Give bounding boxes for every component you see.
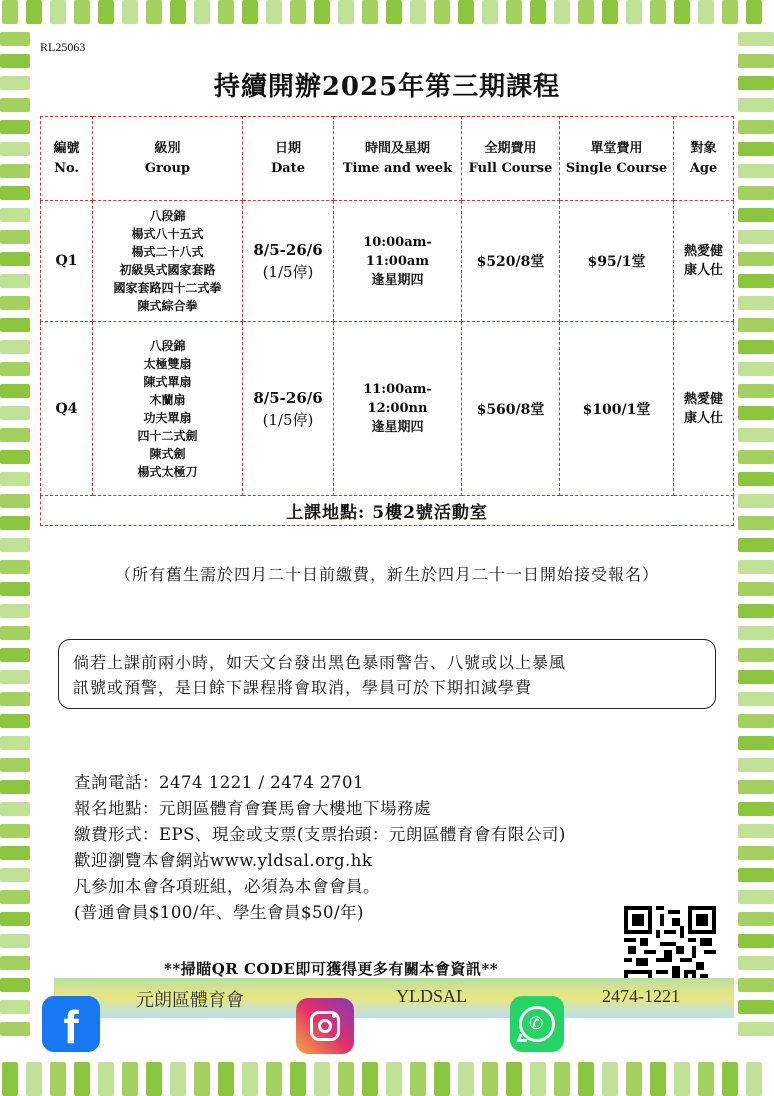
header-group: 級別 Group [93,117,243,201]
border-bar [722,0,738,24]
border-bar [530,1062,546,1096]
border-bar [0,890,30,904]
header-no: 編號 No. [41,117,93,201]
border-bar [506,0,522,24]
border-bar [98,1062,114,1096]
border-bar [0,142,30,156]
border-bar [0,560,30,574]
border-bar [738,76,774,90]
border-bar [2,1062,18,1096]
border-bar [738,890,774,904]
border-bar [50,1062,66,1096]
border-bar [0,934,30,948]
weather-warning-box [58,639,716,709]
border-bar [738,142,774,156]
border-bar [458,1062,474,1096]
border-bar [0,736,30,750]
border-bar [0,670,30,684]
border-bar [738,934,774,948]
venue-row [41,496,734,526]
border-bar [0,648,30,662]
border-bar [0,868,30,882]
course-no: Q4 [41,322,93,496]
page-title: 持續開辦2025年第三期課程 [213,72,561,102]
border-bar [738,824,774,838]
border-bar [0,54,30,68]
border-bar [738,648,774,662]
border-bar [0,186,30,200]
border-bar [738,54,774,68]
border-bar [290,0,306,24]
border-bar [738,186,774,200]
class-venue: 上課地點: 5樓2號活動室 [41,496,734,526]
single-course-fee: $100/1堂 [560,322,674,496]
border-bar [170,0,186,24]
border-bar [722,1062,738,1096]
border-bar [0,516,30,530]
border-bar [314,1062,330,1096]
border-bar [0,978,30,992]
border-bar [0,626,30,640]
border-bar [738,516,774,530]
border-bar [738,362,774,376]
border-bar [506,1062,522,1096]
border-bar [0,164,30,178]
border-bar [458,0,474,24]
border-bar [626,1062,642,1096]
border-bar [0,824,30,838]
border-bar [578,1062,594,1096]
border-bar [738,670,774,684]
contact-info [74,770,566,926]
border-bar [74,1062,90,1096]
border-bar [738,912,774,926]
border-bar [362,1062,378,1096]
border-bar [410,1062,426,1096]
border-bar [738,384,774,398]
border-bar [266,0,282,24]
border-bar [50,0,66,24]
border-bar [194,1062,210,1096]
border-bar [0,340,30,354]
border-bar [738,428,774,442]
single-course-fee: $95/1堂 [560,201,674,322]
border-bar [738,604,774,618]
border-bar [0,472,30,486]
border-bar [386,1062,402,1096]
border-bar [0,494,30,508]
border-bar [0,406,30,420]
border-bar [0,384,30,398]
border-bar [0,692,30,706]
border-bar [26,1062,42,1096]
border-bar [0,252,30,266]
border-bar [0,714,30,728]
border-bar [738,1022,774,1036]
border-bar [738,274,774,288]
border-bar [746,0,762,24]
border-bar [738,780,774,794]
border-bar [0,296,30,310]
border-bar [738,340,774,354]
border-bar [0,582,30,596]
border-bar [738,692,774,706]
course-groups: 八段錦 太極雙扇 陳式單扇 木蘭扇 功夫單扇 四十二式劍 陳式劍 楊式太極刀 [93,322,243,496]
course-groups: 八段錦 楊式八十五式 楊式二十八式 初級吳式國家套路 國家套路四十二式拳 陳式綜合拳 [93,201,243,322]
border-bar [738,582,774,596]
border-bar [218,0,234,24]
border-bar [194,0,210,24]
border-bar [0,604,30,618]
course-time: 11:00am-12:00nn 逢星期四 [334,322,462,496]
header-date: 日期 Date [243,117,334,201]
course-age: 熱愛健 康人仕 [674,322,734,496]
border-bar [738,978,774,992]
border-bar [746,1062,762,1096]
table-row [41,322,734,496]
border-bar [26,0,42,24]
border-bar [386,0,402,24]
border-bar [170,1062,186,1096]
border-bar [738,1000,774,1014]
border-bar [434,0,450,24]
border-bar [674,0,690,24]
border-bar [0,318,30,332]
border-bar [338,1062,354,1096]
full-course-fee: $560/8堂 [462,322,560,496]
border-bar [314,0,330,24]
header-single-fee: 單堂費用 Single Course [560,117,674,201]
border-bar [738,758,774,772]
border-bar [0,846,30,860]
border-bar [122,1062,138,1096]
border-bar [738,32,774,46]
border-bar [738,98,774,112]
border-bar [0,230,30,244]
border-bar [674,1062,690,1096]
border-bar [0,1022,30,1036]
border-bar [0,802,30,816]
border-bar [122,0,138,24]
border-bar [0,780,30,794]
border-bar [482,0,498,24]
border-bar [650,1062,666,1096]
border-bar [0,758,30,772]
table-header-row [41,117,734,201]
whatsapp-number[interactable]: 2474-1221 [602,986,680,1006]
border-bar [410,0,426,24]
border-bar [0,428,30,442]
instagram-icon[interactable] [296,998,354,1054]
border-bar [362,0,378,24]
border-bar [738,296,774,310]
border-bar [0,98,30,112]
registration-notice: （所有舊生需於四月二十日前繳費，新生於四月二十一日開始接受報名） [114,565,659,584]
course-time: 10:00am-11:00am 逢星期四 [334,201,462,322]
border-bar [146,1062,162,1096]
border-bar [602,0,618,24]
flyer [40,36,734,1046]
warning-line: 訊號或預警，是日餘下課程將會取消，學員可於下期扣減學費 [73,678,533,697]
border-bar [738,494,774,508]
border-bar [698,0,714,24]
border-bar [578,0,594,24]
border-bar [266,1062,282,1096]
border-bar [650,0,666,24]
border-bar [738,868,774,882]
border-bar [554,0,570,24]
border-bar [242,0,258,24]
border-bar [0,912,30,926]
border-bar [434,1062,450,1096]
table-row [41,201,734,322]
course-table [40,116,734,526]
border-bar [738,450,774,464]
border-bar [242,1062,258,1096]
border-bar [0,1000,30,1014]
border-bar [74,0,90,24]
border-bar [554,1062,570,1096]
border-bar [738,120,774,134]
header-full-fee: 全期費用 Full Course [462,117,560,201]
border-bar [0,120,30,134]
qr-caption: **掃瞄QR CODE即可獲得更多有關本會資訊** [164,960,499,978]
info-line-location: 報名地點：元朗區體育會賽馬會大樓地下場務處 [74,799,431,818]
warning-line: 倘若上課前兩小時，如天文台發出黑色暴雨警告、八號或以上暴風 [73,653,567,672]
border-bar [0,32,30,46]
info-line-phone: 查詢電話：2474 1221 / 2474 2701 [74,773,365,792]
border-bar [482,1062,498,1096]
course-no: Q1 [41,201,93,322]
border-bar [738,956,774,970]
border-bar [602,1062,618,1096]
border-bar [738,802,774,816]
border-bar [738,406,774,420]
info-line-fees: (普通會員$100/年、學生會員$50/年) [74,903,364,922]
border-bar [738,736,774,750]
border-bar [626,0,642,24]
border-bar [0,274,30,288]
document-code: RL25063 [40,40,86,54]
border-bar [738,230,774,244]
facebook-page-name[interactable]: 元朗區體育會 [136,990,244,1010]
instagram-account-name[interactable]: YLDSAL [396,986,467,1006]
full-course-fee: $520/8堂 [462,201,560,322]
border-bar [0,538,30,552]
border-bar [0,450,30,464]
border-bar [738,208,774,222]
border-bar [0,76,30,90]
border-bar [530,0,546,24]
border-bar [738,252,774,266]
border-bar [738,560,774,574]
whatsapp-icon[interactable]: ✆ [510,996,564,1052]
info-line-payment: 繳費形式：EPS、現金或支票(支票抬頭：元朗區體育會有限公司) [74,825,566,844]
border-bar [738,538,774,552]
border-bar [738,846,774,860]
border-bar [698,1062,714,1096]
border-bar [738,714,774,728]
header-age: 對象 Age [674,117,734,201]
course-date: 8/5-26/6 (1/5停) [243,201,334,322]
border-bar [738,472,774,486]
border-bar [0,208,30,222]
border-bar [98,0,114,24]
course-age: 熱愛健 康人仕 [674,201,734,322]
info-line-membership: 凡參加本會各項班組，必須為本會會員。 [74,877,380,896]
header-time: 時間及星期 Time and week [334,117,462,201]
border-bar [218,1062,234,1096]
border-bar [146,0,162,24]
info-line-website[interactable]: 歡迎瀏覽本會網站www.yldsal.org.hk [74,851,373,870]
border-bar [0,956,30,970]
border-bar [290,1062,306,1096]
border-bar [738,626,774,640]
course-date: 8/5-26/6 (1/5停) [243,322,334,496]
facebook-icon[interactable]: f [42,996,100,1052]
border-bar [738,164,774,178]
border-bar [338,0,354,24]
border-bar [0,362,30,376]
border-bar [2,0,18,24]
border-bar [738,318,774,332]
